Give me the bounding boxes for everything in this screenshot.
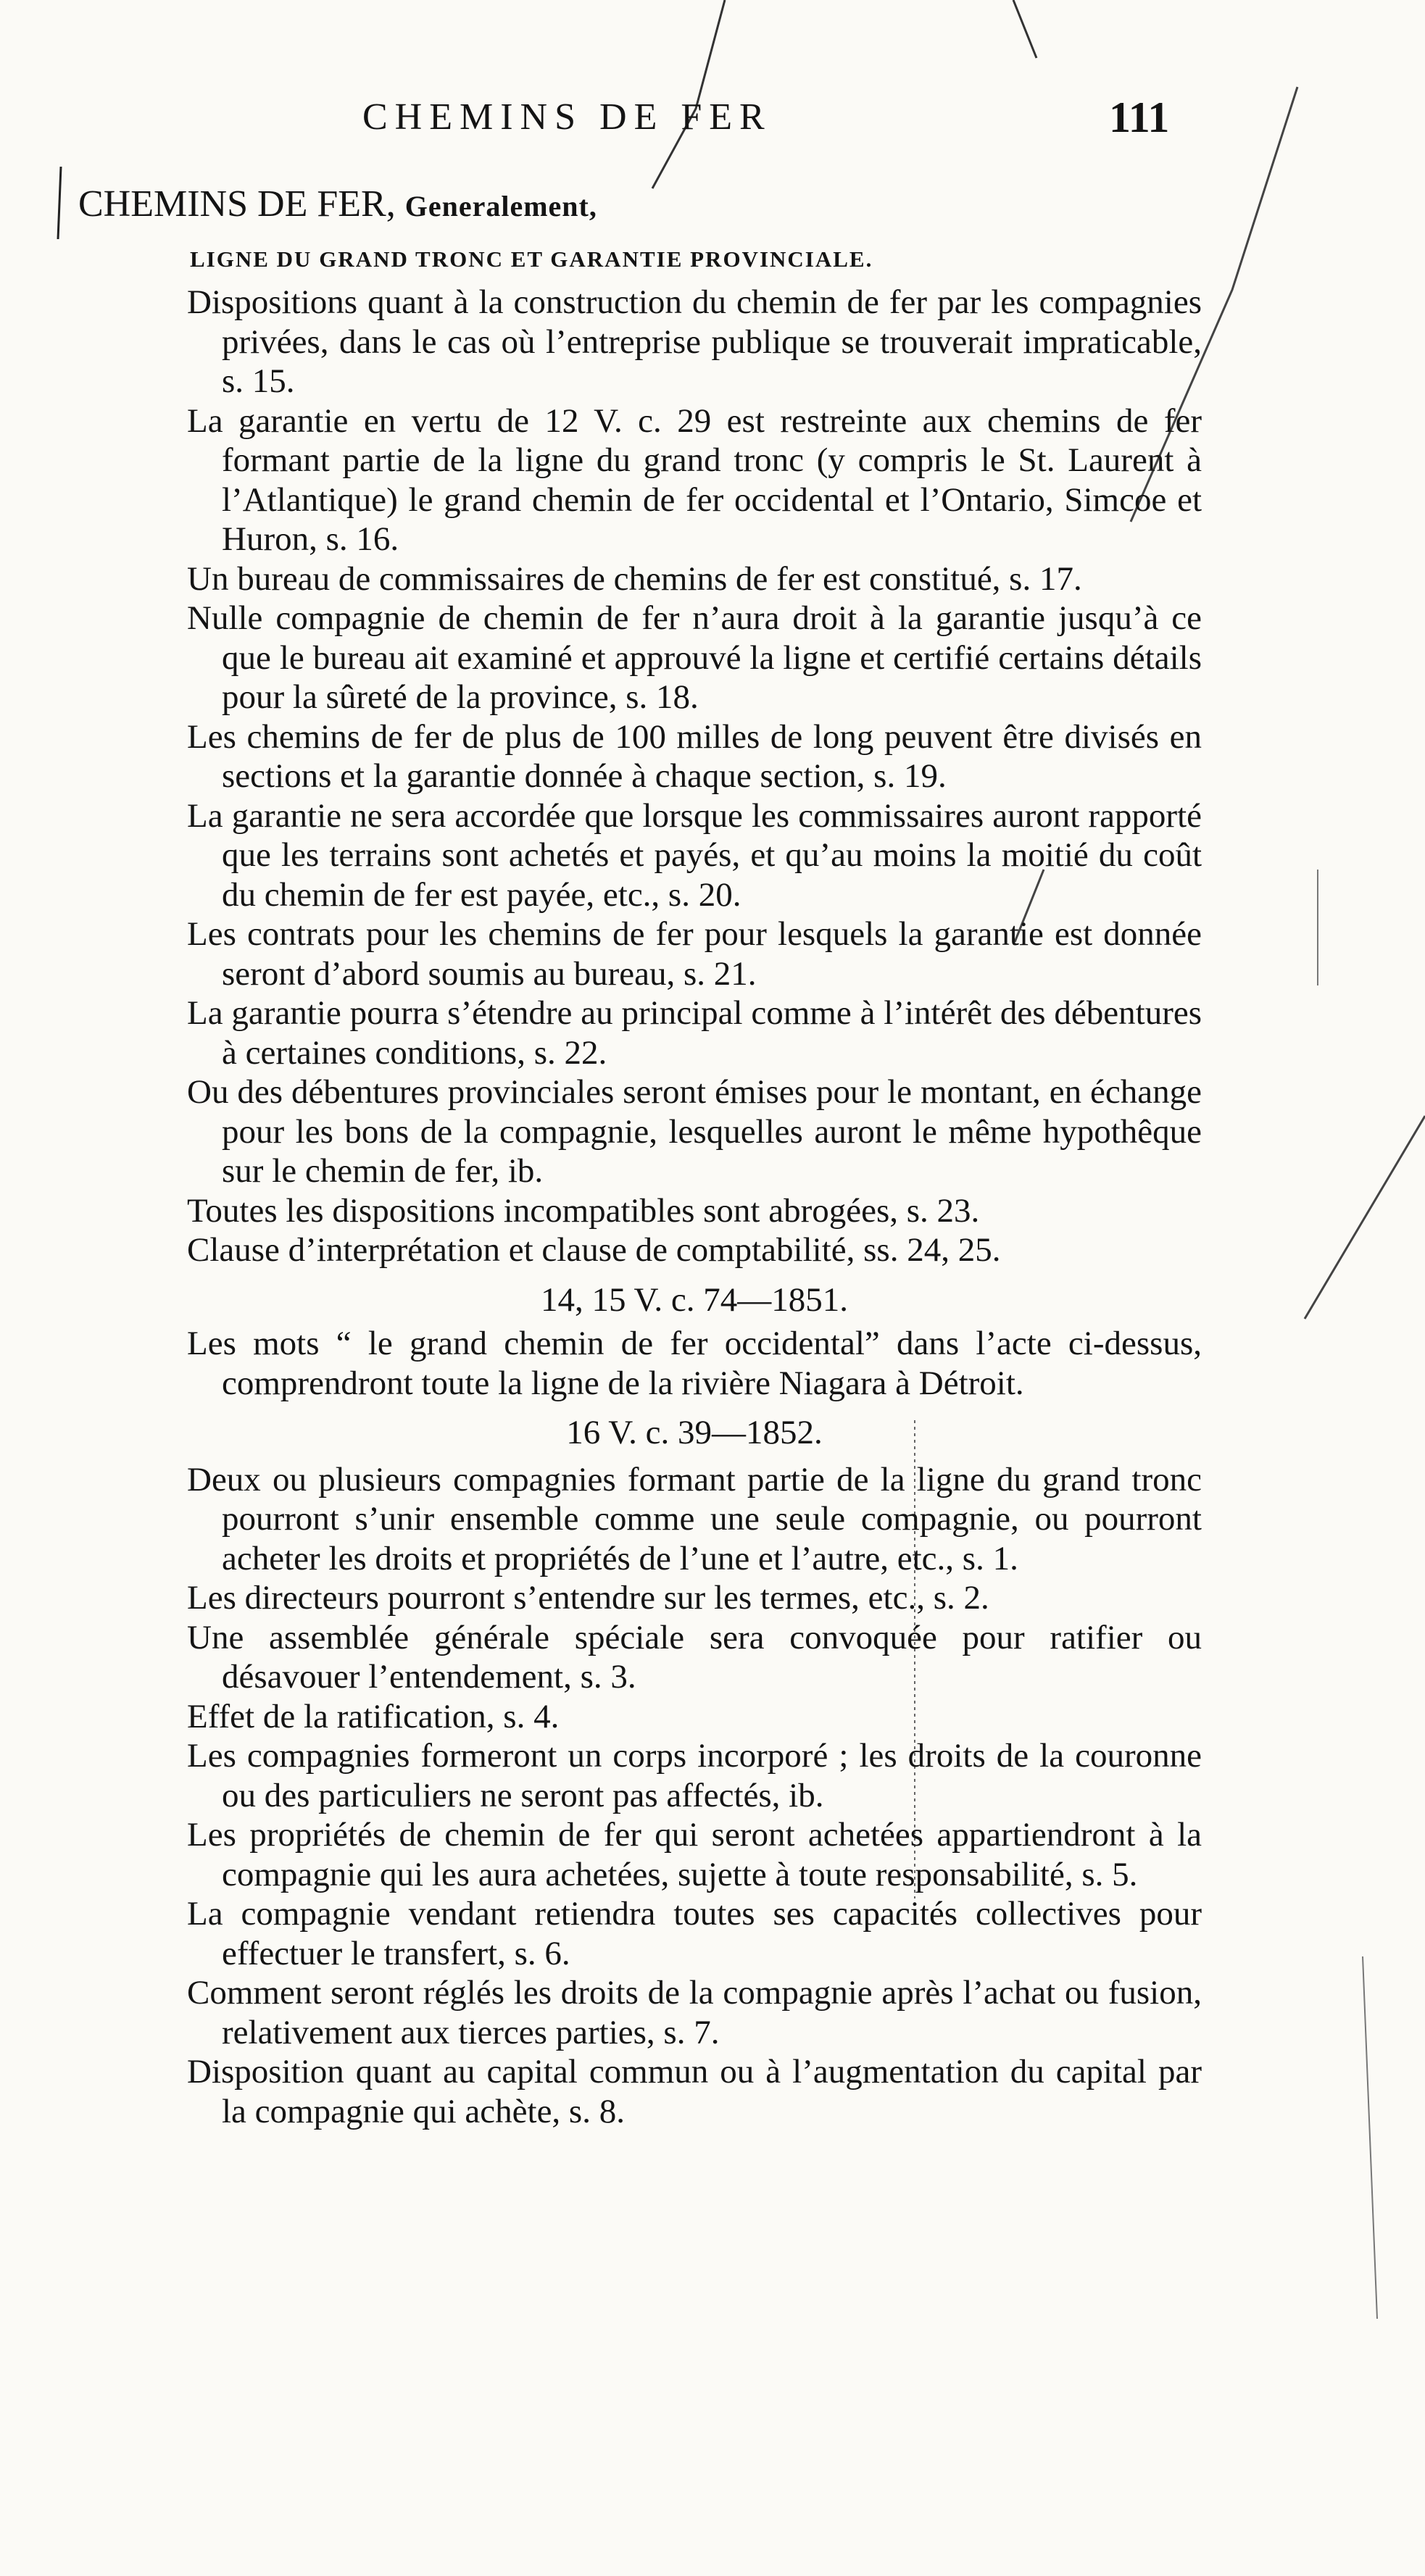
index-entry: Les contrats pour les chemins de fer pour lesquels la garantie est donnée seront d’abord soumis au bureau, s. 21. xyxy=(187,915,1202,993)
index-entry: Les compagnies formeront un corps incorporé ; les droits de la couronne ou des particuliers ne seront pas affectés, ib. xyxy=(187,1737,1202,1814)
index-entry: La compagnie vendant retiendra toutes ses capacités collectives pour effectuer le transfert, s. 6. xyxy=(187,1895,1202,1972)
section-title xyxy=(78,183,597,225)
index-entry: Les chemins de fer de plus de 100 milles de long peuvent être divisés en sections et la garantie donnée à chaque section, s. 19. xyxy=(187,717,1202,795)
index-entry: Deux ou plusieurs compagnies formant partie de la ligne du grand tronc pourront s’unir ensemble comme une seule compagnie, ou pourront acheter les droits et propriétés de l’une et l’autre, etc., s. 1. xyxy=(187,1460,1202,1577)
index-entry: Toutes les dispositions incompatibles sont abrogées, s. 23. xyxy=(187,1191,980,1230)
section-title-subtitle: Generalement, xyxy=(404,190,597,222)
pencil-stroke-top xyxy=(652,0,725,188)
index-entry: Nulle compagnie de chemin de fer n’aura droit à la garantie jusqu’à ce que le bureau ait examiné et approuvé la ligne et certifié certains détails pour la sûreté de la province, s. 18. xyxy=(187,599,1202,716)
running-head-title: CHEMINS DE FER xyxy=(362,96,772,138)
index-entry: Disposition quant au capital commun ou à l’augmentation du capital par la compagnie qui achète, s. 8. xyxy=(187,2053,1202,2130)
index-content xyxy=(187,283,1202,2131)
statute-heading: 16 V. c. 39—1852. xyxy=(566,1414,823,1451)
index-entry: La garantie en vertu de 12 V. c. 29 est restreinte aux chemins de fer formant partie de la ligne du grand tronc (y compris le St. Laurent à l’Atlantique) le grand chemin de fer occidental et l’Ontario, Simcoe et Huron, s. 16. xyxy=(187,401,1202,558)
subheading: LIGNE DU GRAND TRONC ET GARANTIE PROVINCIALE. xyxy=(190,246,873,272)
index-entry: Effet de la ratification, s. 4. xyxy=(187,1697,560,1735)
pencil-stroke-right-lower xyxy=(1305,1116,1425,1319)
index-entry: Les mots “ le grand chemin de fer occidental” dans l’acte ci-dessus, comprendront toute la ligne de la rivière Niagara à Détroit. xyxy=(187,1325,1202,1402)
index-entry: Les propriétés de chemin de fer qui seront achetées appartiendront à la compagnie qui les aura achetées, sujette à toute responsabilité, s. 5. xyxy=(187,1816,1202,1893)
index-entry: Les directeurs pourront s’entendre sur les termes, etc., s. 2. xyxy=(187,1579,989,1617)
index-entry: Une assemblée générale spéciale sera convoquée pour ratifier ou désavouer l’entendement, s. 3. xyxy=(187,1618,1202,1696)
section-title-main: CHEMINS DE FER, xyxy=(78,183,396,225)
index-entry: La garantie pourra s’étendre au principal comme à l’intérêt des débentures à certaines conditions, s. 22. xyxy=(187,994,1202,1072)
index-entry: Dispositions quant à la construction du chemin de fer par les compagnies privées, dans le cas où l’entreprise publique se trouverait impraticable, s. 15. xyxy=(187,283,1202,400)
pencil-stroke-left xyxy=(58,167,61,239)
page-number: 111 xyxy=(1109,93,1170,141)
index-entry: Comment seront réglés les droits de la compagnie après l’achat ou fusion, relativement aux tierces parties, s. 7. xyxy=(187,1974,1202,2051)
index-entry: Ou des débentures provinciales seront émises pour le montant, en échange pour les bons de la compagnie, lesquelles auront le même hypothêque sur le chemin de fer, ib. xyxy=(187,1073,1202,1190)
pencil-stroke-margin xyxy=(1363,1956,1377,2319)
pencil-stroke-top-right xyxy=(1013,0,1036,58)
index-entry: La garantie ne sera accordée que lorsque les commissaires auront rapporté que les terrains sont achetés et payés, et qu’au moins la moitié du coût du chemin de fer est payée, etc., s. 20. xyxy=(187,796,1202,914)
statute-heading: 14, 15 V. c. 74—1851. xyxy=(541,1280,848,1319)
index-entry: Un bureau de commissaires de chemins de fer est constitué, s. 17. xyxy=(187,559,1082,598)
index-entry: Clause d’interprétation et clause de comptabilité, ss. 24, 25. xyxy=(187,1231,1001,1269)
running-head xyxy=(0,93,1425,146)
